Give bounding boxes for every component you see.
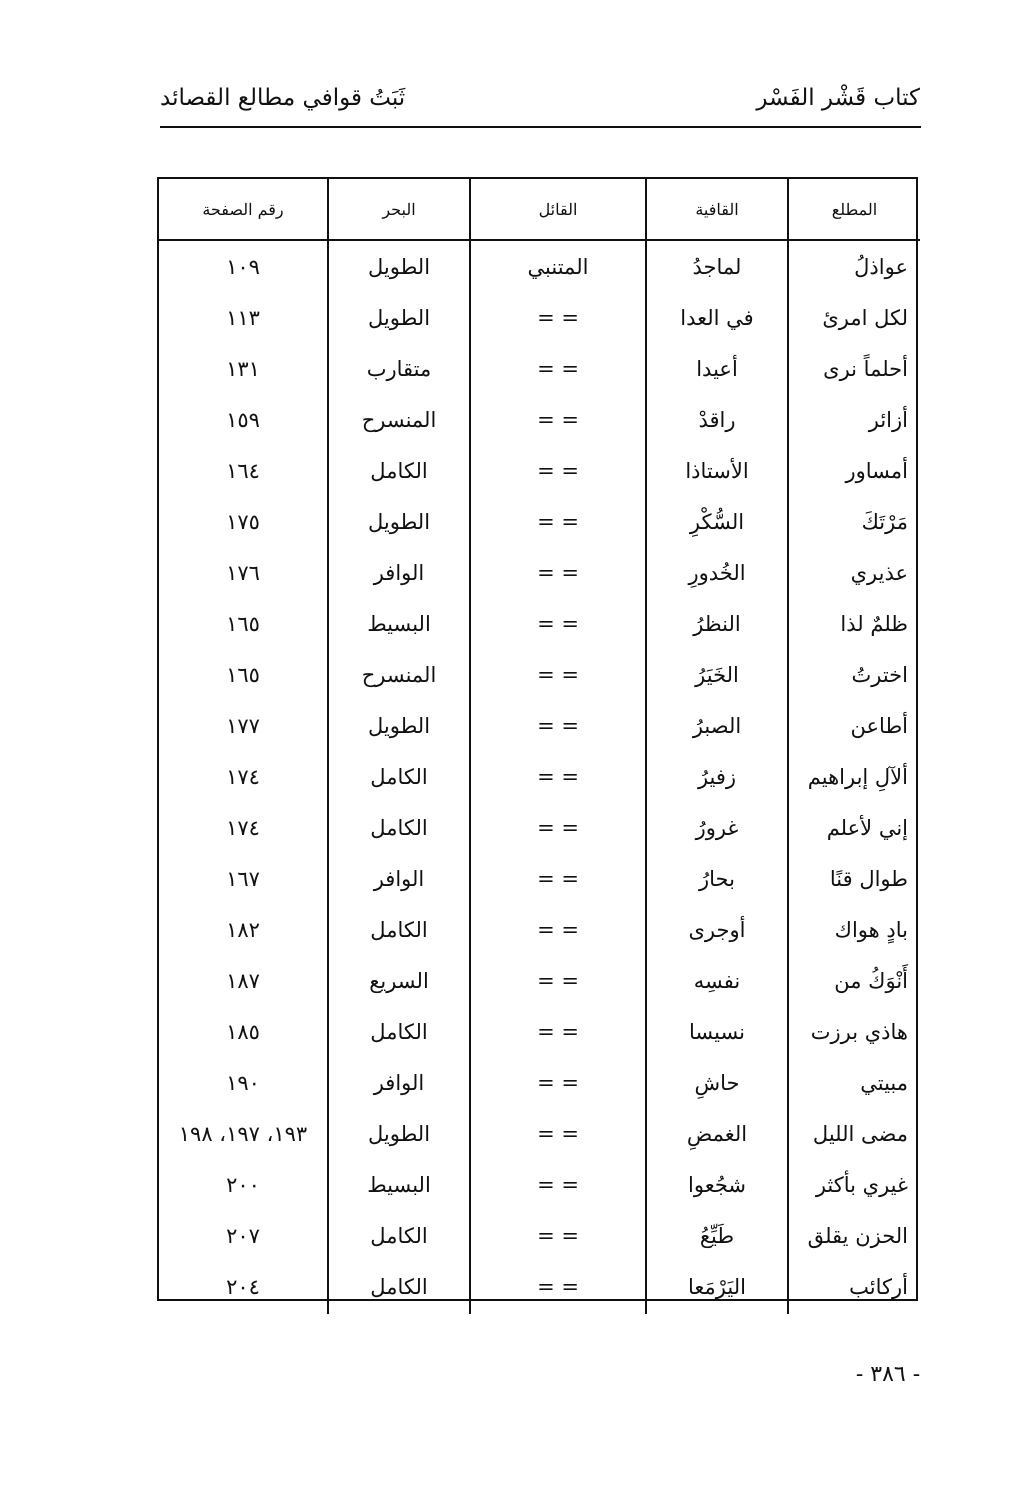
cell-page: ١١٣ — [226, 305, 260, 330]
cell-qafiya: طَيِّعُ — [646, 1210, 788, 1261]
filler-cell — [328, 1312, 470, 1314]
table-row — [159, 1057, 920, 1108]
col-header-matla: المطلع — [788, 179, 920, 240]
cell-page: ١٠٩ — [226, 254, 260, 279]
cell-qafiya: الخُدورِ — [646, 547, 788, 598]
table-row — [159, 853, 920, 904]
cell-matla: أطاعن — [788, 700, 920, 751]
cell-bahr: البسيط — [328, 1159, 470, 1210]
cell-bahr: متقارب — [328, 343, 470, 394]
table-row — [159, 751, 920, 802]
cell-qafiya: أعيدا — [646, 343, 788, 394]
cell-qafiya: غرورُ — [646, 802, 788, 853]
cell-qafiya: شجُعوا — [646, 1159, 788, 1210]
cell-qafiya: الغمضِ — [646, 1108, 788, 1159]
cell-bahr: الوافر — [328, 547, 470, 598]
table-row — [159, 700, 920, 751]
cell-qail: = = — [470, 649, 646, 700]
section-title: ثَبَتُ قوافي مطالع القصائد — [160, 85, 406, 111]
book-title: كتاب قَشْر الفَسْر — [756, 85, 920, 111]
page-number: - ٣٨٦ - — [855, 1362, 921, 1387]
cell-matla: طوال قنًا — [788, 853, 920, 904]
cell-bahr: الطويل — [328, 1108, 470, 1159]
cell-page: ١٣١ — [226, 356, 260, 381]
cell-bahr: الكامل — [328, 1261, 470, 1312]
cell-matla: هاذي برزت — [788, 1006, 920, 1057]
cell-qafiya: الأستاذا — [646, 445, 788, 496]
cell-matla: أزائر — [788, 394, 920, 445]
cell-page: ١٧٥ — [226, 509, 260, 534]
col-header-qafiya: القافية — [646, 179, 788, 240]
cell-bahr: الوافر — [328, 1057, 470, 1108]
cell-bahr: الطويل — [328, 292, 470, 343]
cell-qail: = = — [470, 1210, 646, 1261]
cell-qafiya: حاشِ — [646, 1057, 788, 1108]
cell-qafiya: الخَيَرُ — [646, 649, 788, 700]
col-header-page: رقم الصفحة — [159, 179, 328, 240]
cell-page: ١٧٤ — [226, 815, 260, 840]
cell-page: ١٦٧ — [226, 866, 260, 891]
table-row — [159, 547, 920, 598]
cell-page: ١٦٤ — [226, 458, 260, 483]
cell-page: ١٩٣، ١٩٧، ١٩٨ — [178, 1121, 308, 1146]
cell-page: ١٦٥ — [226, 662, 260, 687]
cell-qafiya: نسيسا — [646, 1006, 788, 1057]
cell-bahr: البسيط — [328, 598, 470, 649]
cell-qafiya: النظرُ — [646, 598, 788, 649]
cell-matla: ظلمٌ لذا — [788, 598, 920, 649]
cell-qail: = = — [470, 598, 646, 649]
table-row — [159, 1006, 920, 1057]
cell-matla: مبيتي — [788, 1057, 920, 1108]
cell-qail: = = — [470, 445, 646, 496]
cell-qail: = = — [470, 955, 646, 1006]
running-header — [160, 85, 920, 125]
cell-bahr: المنسرح — [328, 649, 470, 700]
cell-qail: = = — [470, 547, 646, 598]
cell-page: ١٨٥ — [226, 1019, 260, 1044]
cell-qail: = = — [470, 751, 646, 802]
cell-matla: بادٍ هواك — [788, 904, 920, 955]
cell-qail: = = — [470, 1006, 646, 1057]
cell-qail: = = — [470, 802, 646, 853]
rhymes-table-grid — [159, 179, 920, 1314]
table-row — [159, 240, 920, 292]
cell-matla: أحلماً نرى — [788, 343, 920, 394]
cell-matla: إني لأعلم — [788, 802, 920, 853]
cell-matla: عذيري — [788, 547, 920, 598]
cell-qail: المتنبي — [470, 240, 646, 292]
cell-matla: لكل امرئ — [788, 292, 920, 343]
table-body — [159, 240, 920, 1314]
filler-cell — [788, 1312, 920, 1314]
cell-matla: أركائب — [788, 1261, 920, 1312]
cell-matla: ألآلِ إبراهيم — [788, 751, 920, 802]
cell-matla: الحزن يقلق — [788, 1210, 920, 1261]
table-row — [159, 904, 920, 955]
cell-qail: = = — [470, 394, 646, 445]
cell-qafiya: راقدْ — [646, 394, 788, 445]
cell-qafiya: السُّكْرِ — [646, 496, 788, 547]
filler-cell — [470, 1312, 646, 1314]
cell-qail: = = — [470, 496, 646, 547]
cell-bahr: السريع — [328, 955, 470, 1006]
cell-matla: أمساور — [788, 445, 920, 496]
cell-qafiya: أوجرى — [646, 904, 788, 955]
table-row — [159, 1159, 920, 1210]
table-row — [159, 343, 920, 394]
col-header-qail: القائل — [470, 179, 646, 240]
table-header-row — [159, 179, 920, 240]
col-header-bahr: البحر — [328, 179, 470, 240]
cell-bahr: الوافر — [328, 853, 470, 904]
cell-bahr: الكامل — [328, 904, 470, 955]
table-row — [159, 292, 920, 343]
cell-qail: = = — [470, 853, 646, 904]
cell-qafiya: اليَرْمَعا — [646, 1261, 788, 1312]
cell-matla: مَرْتَكَ — [788, 496, 920, 547]
cell-page: ١٩٠ — [226, 1070, 260, 1095]
cell-qail: = = — [470, 343, 646, 394]
cell-qafiya: نفسِه — [646, 955, 788, 1006]
table-row — [159, 1108, 920, 1159]
table-row — [159, 445, 920, 496]
cell-matla: مضى الليل — [788, 1108, 920, 1159]
cell-page: ١٨٧ — [226, 968, 260, 993]
filler-cell — [159, 1312, 328, 1314]
cell-bahr: الطويل — [328, 496, 470, 547]
cell-bahr: الكامل — [328, 445, 470, 496]
cell-matla: غيري بأكثر — [788, 1159, 920, 1210]
table-row — [159, 649, 920, 700]
cell-qail: = = — [470, 292, 646, 343]
cell-bahr: الطويل — [328, 700, 470, 751]
table-row — [159, 496, 920, 547]
cell-qafiya: الصبرُ — [646, 700, 788, 751]
cell-bahr: الكامل — [328, 1006, 470, 1057]
cell-page: ١٧٤ — [226, 764, 260, 789]
cell-qail: = = — [470, 700, 646, 751]
table-row — [159, 1261, 920, 1312]
cell-qafiya: بحارُ — [646, 853, 788, 904]
cell-page: ٢٠٤ — [226, 1274, 260, 1299]
cell-bahr: الكامل — [328, 1210, 470, 1261]
cell-qail: = = — [470, 1261, 646, 1312]
filler-cell — [646, 1312, 788, 1314]
rhymes-table — [157, 177, 918, 1301]
cell-qail: = = — [470, 1057, 646, 1108]
cell-qafiya: زفيرُ — [646, 751, 788, 802]
table-row — [159, 955, 920, 1006]
table-row — [159, 598, 920, 649]
cell-qail: = = — [470, 1159, 646, 1210]
cell-page: ٢٠٠ — [226, 1172, 260, 1197]
cell-qafiya: لماجدُ — [646, 240, 788, 292]
cell-qail: = = — [470, 904, 646, 955]
cell-page: ١٨٢ — [226, 917, 260, 942]
cell-page: ١٧٦ — [226, 560, 260, 585]
cell-qafiya: في العدا — [646, 292, 788, 343]
cell-bahr: الكامل — [328, 802, 470, 853]
table-row — [159, 1210, 920, 1261]
cell-bahr: الطويل — [328, 240, 470, 292]
table-row — [159, 394, 920, 445]
cell-page: ١٧٧ — [226, 713, 260, 738]
cell-page: ١٦٥ — [226, 611, 260, 636]
cell-matla: عواذلُ — [788, 240, 920, 292]
cell-page: ١٥٩ — [226, 407, 260, 432]
table-filler-row — [159, 1312, 920, 1314]
cell-qail: = = — [470, 1108, 646, 1159]
table-row — [159, 802, 920, 853]
cell-matla: اخترتُ — [788, 649, 920, 700]
header-rule — [160, 126, 921, 128]
cell-page: ٢٠٧ — [226, 1223, 260, 1248]
cell-bahr: المنسرح — [328, 394, 470, 445]
cell-bahr: الكامل — [328, 751, 470, 802]
cell-matla: أَنْوَكُ من — [788, 955, 920, 1006]
